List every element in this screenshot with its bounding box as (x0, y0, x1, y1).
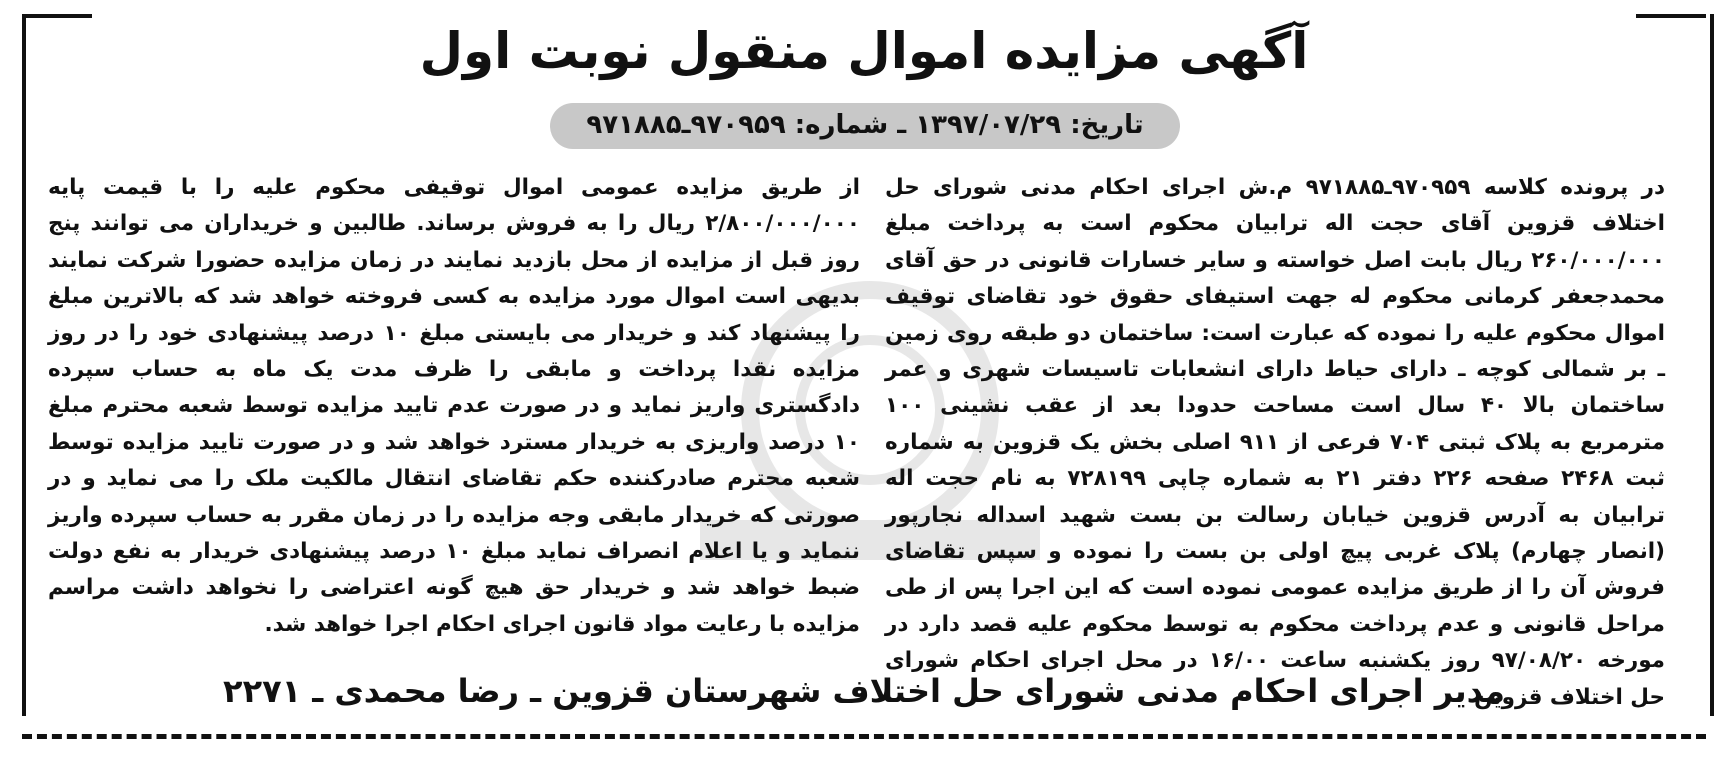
date-line: تاریخ: ۱۳۹۷/۰۷/۲۹ ـ شماره: ۹۷۰۹۵۹ـ۹۷۱۸۸۵ (586, 110, 1144, 140)
frame-corner-left (22, 14, 92, 18)
left-column-text: از طریق مزایده عمومی اموال توقیفی محکوم علیه را با قیمت پایه ۲/۸۰۰/۰۰۰/۰۰۰ ریال را به فروش برساند. طالبین و خریداران می توانند پنج روز قبل از مزایده از محل بازدید نمایند در زمان مزایده حضورا شرکت نمایند بدیهی است اموال مورد مزایده به کسی فروخته خواهد شد که بالاترین مبلغ را پیشنهاد کند و خریدار می بایستی مبلغ ۱۰ درصد پیشنهادی خود را در روز مزایده نقدا پرداخت و مابقی را ظرف مدت یک ماه به حساب سپرده دادگستری واریز نماید و در صورت عدم تایید مزایده توسط شعبه محترم مبلغ ۱۰ درصد واریزی به خریدار مسترد خواهد شد و در صورت تایید مزایده توسط شعبه محترم صادرکننده حکم تقاضای انتقال مالکیت ملک را می نماید و در صورتی که خریدار مابقی وجه مزایده را در زمان مقرر به حساب سپرده واریز ننماید و یا اعلام انصراف نماید مبلغ ۱۰ درصد پیشنهادی خریدار به نفع دولت ضبط خواهد شد و خریدار حق هیچ گونه اعتراضی را نخواهد داشت مراسم مزایده با رعایت مواد قانون اجرای احکام اجرا خواهد شد. (48, 175, 861, 637)
notice-body-left (48, 170, 860, 643)
notice-body-right (885, 170, 1665, 716)
notice-title: آگهی مزایده اموال منقول نوبت اول (419, 22, 1309, 80)
right-column-text: در پرونده کلاسه ۹۷۰۹۵۹ـ۹۷۱۸۸۵ م.ش اجرای احکام مدنی شورای حل اختلاف قزوین آقای حجت اله ترابیان محکوم است به پرداخت مبلغ ۲۶۰/۰۰۰/۰۰۰ ریال بابت اصل خواسته و سایر خسارات قانونی در حق آقای محمدجعفر کرمانی محکوم له جهت استیفای حقوق خود تقاضای توقیف اموال محکوم علیه را نموده که عبارت است: ساختمان دو طبقه روی زمین ـ بر شمالی کوچه ـ دارای حیاط دارای انشعابات تاسیسات شهری و عمر ساختمان بالا ۴۰ سال است مساحت حدودا بعد از عقب نشینی ۱۰۰ مترمربع به پلاک ثبتی ۷۰۴ فرعی از ۹۱۱ اصلی بخش یک قزوین به شماره ثبت ۲۴۶۸ صفحه ۲۲۶ دفتر ۲۱ به شماره چاپی ۷۲۸۱۹۹ به نام حجت اله ترابیان به آدرس قزوین خیابان رسالت بن بست شهید اسداله نجارپور (انصار چهارم) پلاک غربی پیچ اولی بن بست را نموده و سپس تقاضای فروش آن را از طریق مزایده عمومی نموده است که این اجرا پس از طی مراحل قانونی و عدم پرداخت محکوم به توسط محکوم علیه قصد دارد در مورخه ۹۷/۰۸/۲۰ روز یکشنبه ساعت ۱۶/۰۰ در محل اجرای احکام شورای حل اختلاف قزوین (885, 175, 1666, 710)
frame-corner-right (1636, 14, 1706, 18)
bottom-dashed-rule (22, 734, 1706, 739)
notice-signature: مدیر اجرای احکام مدنی شورای حل اختلاف شهرستان قزوین ـ رضا محمدی ـ ۲۲۷۱ (223, 672, 1505, 710)
